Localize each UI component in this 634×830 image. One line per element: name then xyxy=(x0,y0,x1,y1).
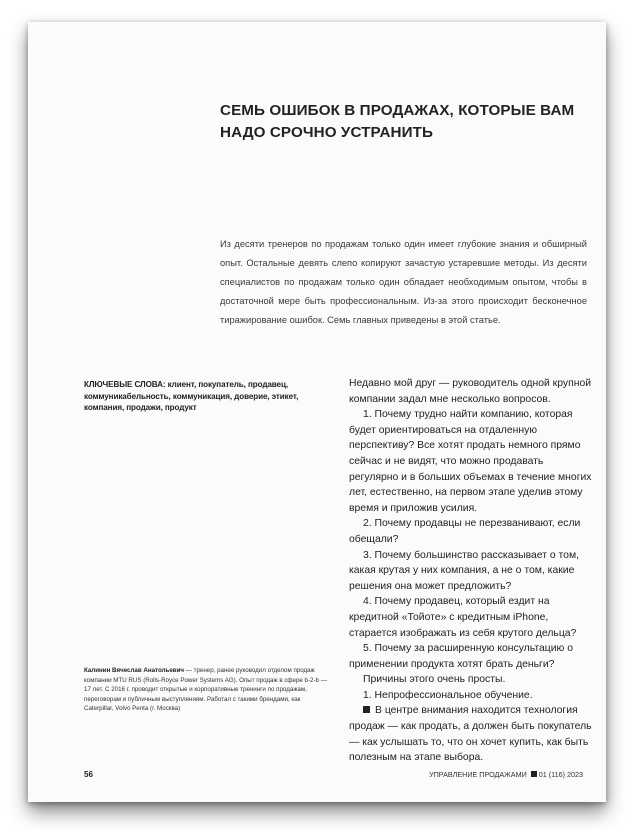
issue-number: 01 (116) 2023 xyxy=(538,770,583,779)
body-paragraph: 3. Почему большинство рассказывает о том, какая крутая у них компания, а не о том, какие решения она может предложить? xyxy=(349,549,579,592)
body-paragraph: 2. Почему продавцы не перезванивают, если обещали? xyxy=(349,518,581,545)
keywords: КЛЮЧЕВЫЕ СЛОВА: клиент, покупатель, продавец, коммуникабельность, коммуникация, доверие, этикет, компания, продажи, продукт xyxy=(84,380,299,412)
running-footer xyxy=(429,770,583,779)
magazine-name: УПРАВЛЕНИЕ ПРОДАЖАМИ xyxy=(429,770,527,779)
page-sheet xyxy=(28,22,606,802)
article-body xyxy=(349,376,593,766)
square-separator-icon xyxy=(531,771,537,777)
body-paragraph: 1. Почему трудно найти компанию, которая будет ориентироваться на отдаленную перспективу? Все хотят продать немного прямо сейчас и не видят, что можно продавать регулярно и в больших объемах в течение многих лет, естественно, на первом этапе уделив этому время и приложив усилия. xyxy=(349,409,592,514)
bullet-paragraph xyxy=(349,703,593,765)
article-title: СЕМЬ ОШИБОК В ПРОДАЖАХ, КОТОРЫЕ ВАМ НАДО СРОЧНО УСТРАНИТЬ xyxy=(220,102,575,141)
body-paragraph: Причины этого очень просты. xyxy=(363,674,506,686)
bullet-text: В центре внимания находится технология продаж — как продать, а должен быть покупатель — как услышать то, что он хочет купить, как быть полезным на этапе выбора. xyxy=(349,705,592,764)
body-paragraph: 4. Почему продавец, который ездит на кредитной «Тойоте» с кредитным iPhone, старается изображать из себя крутого дельца? xyxy=(349,596,577,639)
author-bio xyxy=(84,666,329,714)
body-paragraph: 5. Почему за расширенную консультацию о применении продукта хотят брать деньги? xyxy=(349,643,573,670)
page-number: 56 xyxy=(84,770,93,779)
author-name: Калинин Вячеслав Анатольевич xyxy=(84,667,184,674)
article-lead: Из десяти тренеров по продажам только один имеет глубокие знания и обширный опыт. Остальные девять слепо копируют зачастую устаревшие методы. Из десяти специалистов по продажам только один обладает необходимым опытом, чтобы в достаточной мере быть профессиональным. Из-за этого происходит бесконечное тиражирование ошибок. Семь главных приведены в этой статье. xyxy=(220,239,587,325)
author-description: — тренер, ранее руководил отделом продаж компании MTU RUS (Rolls-Royce Power Systems AG). Опыт продаж в сфере b-2-b — 17 лет. С 2016 г. проводит открытые и корпоративные тренинги по продажам, переговорам и публичным выступлениям. Работал с такими брендами, как Caterpillar, Volvo Penta (г. Москва) xyxy=(84,667,327,713)
body-paragraph: 1. Непрофессиональное обучение. xyxy=(363,689,533,701)
square-bullet-icon xyxy=(363,706,370,713)
body-paragraph: Недавно мой друг — руководитель одной крупной компании задал мне несколько вопросов. xyxy=(349,378,592,405)
